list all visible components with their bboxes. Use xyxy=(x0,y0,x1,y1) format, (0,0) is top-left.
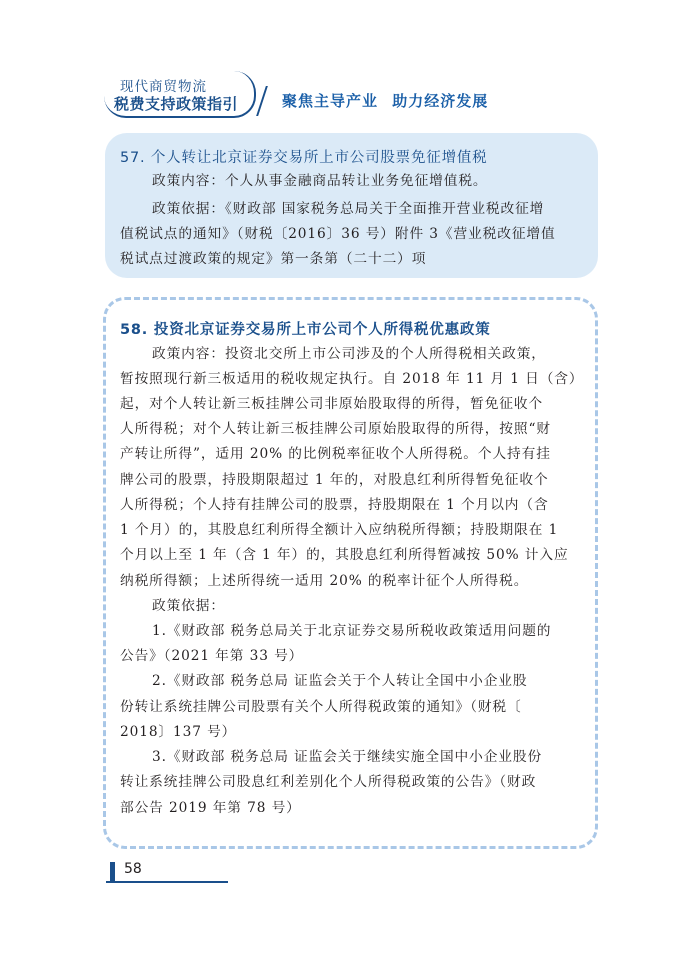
section-57-line: 值税试点的通知》（财税〔2016〕36 号）附件 3《营业税改征增值 xyxy=(120,226,556,242)
section-58-line: 产转让所得”，适用 20% 的比例税率征收个人所得税。个人持有挂 xyxy=(120,446,551,462)
section-58-line: 部公告 2019 年第 78 号） xyxy=(120,800,301,816)
section-58-line: 暂按照现行新三板适用的税收规定执行。自 2018 年 11 月 1 日（含） xyxy=(120,371,584,387)
page-number: 58 xyxy=(124,861,142,877)
section-58-line: 政策依据： xyxy=(152,598,225,614)
section-58-line: 人所得税；个人持有挂牌公司的股票，持股期限在 1 个月以内（含 xyxy=(120,497,549,513)
section-58-line: 起，对个人转让新三板挂牌公司非原始股取得的所得，暂免征收个 xyxy=(120,396,544,412)
section-58-line: 政策内容：投资北交所上市公司涉及的个人所得税相关政策， xyxy=(152,346,546,362)
section-58-line: 人所得税；对个人转让新三板挂牌公司原始股取得的所得，按照“财 xyxy=(120,421,551,437)
section-58-line: 1.《财政部 税务总局关于北京证券交易所税收政策适用问题的 xyxy=(152,623,552,639)
header-logo-top-text: 现代商贸物流 xyxy=(120,79,207,95)
section-58-line: 3.《财政部 税务总局 证监会关于继续实施全国中小企业股份 xyxy=(152,749,543,765)
section-58-line: 纳税所得额；上述所得统一适用 20% 的税率计征个人所得税。 xyxy=(120,573,529,589)
header-logo-main-text: 税费支持政策指引 xyxy=(114,95,239,113)
footer-rule xyxy=(106,881,228,883)
section-57-title: 57. 个人转让北京证券交易所上市公司股票免征增值税 xyxy=(120,150,488,166)
section-57-line: 税试点过渡政策的规定》第一条第（二十二）项 xyxy=(120,251,427,267)
section-57-line: 政策内容：个人从事金融商品转让业务免征增值税。 xyxy=(152,173,488,189)
header-slogan: 聚焦主导产业 助力经济发展 xyxy=(282,92,489,110)
section-58-line: 份转让系统挂牌公司股票有关个人所得税政策的通知》（财税〔 xyxy=(120,699,522,715)
section-58-title: 58. 投资北京证券交易所上市公司个人所得税优惠政策 xyxy=(120,322,491,338)
section-58-line: 2.《财政部 税务总局 证监会关于个人转让全国中小企业股 xyxy=(152,673,528,689)
section-58-line: 公告》（2021 年第 33 号） xyxy=(120,648,304,664)
header-divider xyxy=(256,86,268,116)
section-58-line: 个月以上至 1 年（含 1 年）的，其股息红利所得暂减按 50% 计入应 xyxy=(120,547,569,563)
section-58-line: 牌公司的股票，持股期限超过 1 年的，对股息红利所得暂免征收个 xyxy=(120,472,549,488)
section-58-line: 转让系统挂牌公司股息红利差别化个人所得税政策的公告》（财政 xyxy=(120,774,537,790)
section-57-line: 政策依据：《财政部 国家税务总局关于全面推开营业税改征增 xyxy=(152,201,545,217)
section-58-line: 2018〕137 号） xyxy=(120,724,237,740)
section-58-line: 1 个月）的，其股息红利所得全额计入应纳税所得额；持股期限在 1 xyxy=(120,522,559,538)
page-number-marker xyxy=(110,862,115,882)
